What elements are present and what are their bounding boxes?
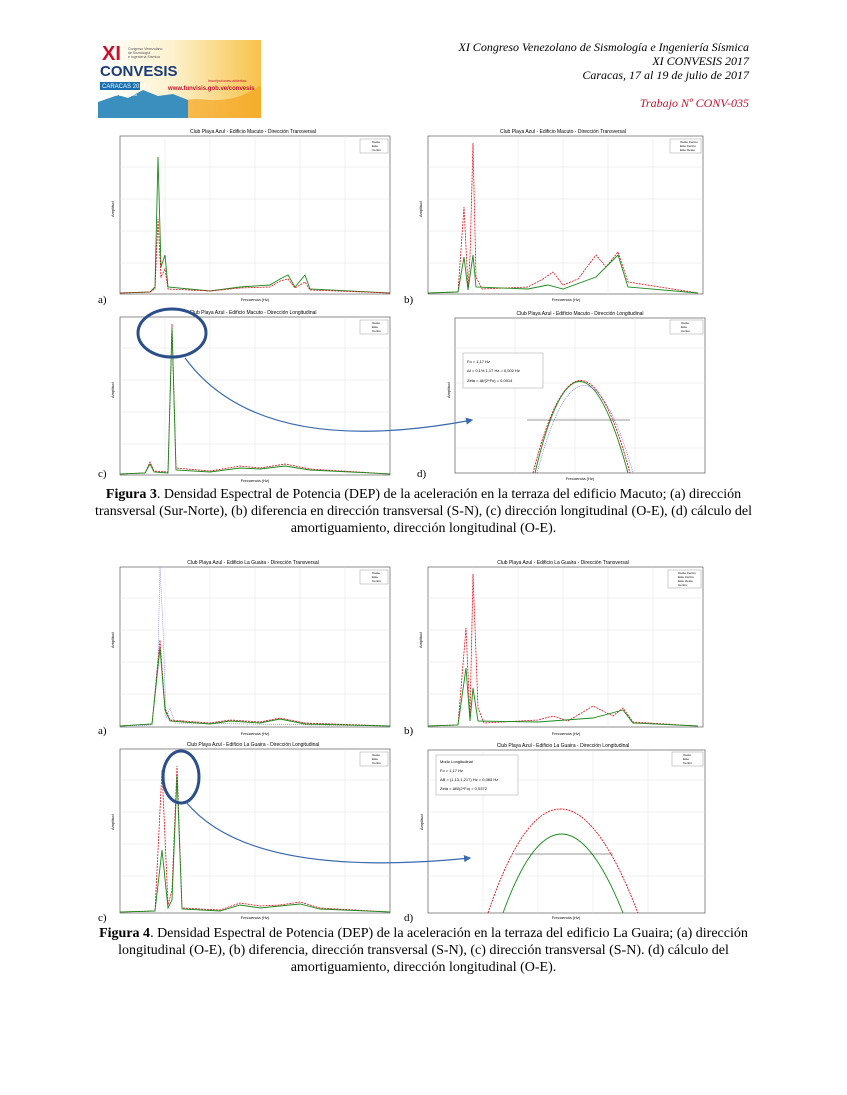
fig3d-ylabel: Amplitud [446, 382, 451, 398]
logo-sub1: Congreso Venezolano [128, 47, 163, 51]
fig3-caption-text: . Densidad Espectral de Potencia (DEP) de la aceleración en la terraza del edificio Macuto; (a) dirección transversal (Sur-Norte), (b) diferencia en dirección transversal (S-N), (c) dirección longitudinal (O-E), (d) cálculo del amortiguamiento, dirección longitudinal (O-E). [94, 487, 753, 536]
fig3d-box-1: Δf = 0,1% 1,17 Hz = 0,002 Hz [467, 368, 520, 373]
fig3b-legend-2: Este Oeste [680, 148, 695, 152]
fig4b-ylabel: Amplitud [418, 632, 423, 648]
fig4b-legend-1: Este Centro [678, 575, 694, 579]
fig4c-ylabel: Amplitud [110, 814, 115, 830]
fig4-label-b: b) [404, 725, 414, 737]
fig3a-legend-2: Centro [372, 148, 382, 152]
fig4a-legend-1: Este [372, 575, 379, 579]
fig4a-legend-0: Oeste [372, 571, 381, 575]
fig4b-legend-0: Oeste Centro [678, 571, 696, 575]
logo-web: www.funvisis.gob.ve/convesis [168, 86, 255, 92]
fig4d-xlabel: Frecuencia (Hz) [551, 915, 581, 920]
fig4a-title: Club Playa Azul - Edificio La Guaira - Dirección Transversal [187, 560, 319, 566]
fig3c-title: Club Playa Azul - Edificio Macuto - Dirección Longitudinal [189, 310, 317, 316]
fig4d-ylabel: Amplitud [419, 814, 424, 830]
fig3d-legend-2: Centro [681, 329, 691, 333]
fig3b-legend-1: Este Centro [680, 144, 696, 148]
fig3c-ylabel: Amplitud [110, 382, 115, 398]
fig3-label-b: b) [404, 294, 414, 306]
fig4a-ylabel: Amplitud [110, 632, 115, 648]
fig4a-xlabel: Frecuencia (Hz) [240, 731, 270, 736]
fig3c-legend-0: Oeste [372, 321, 381, 325]
fig4-caption-bold: Figura 4 [99, 926, 151, 941]
logo-sub2: de Sismología [128, 51, 151, 55]
fig3b-xlabel: Frecuencia (Hz) [551, 297, 581, 302]
fig3d-box-2: Zeta = Δf/(2*Fo) = 0,0014 [467, 378, 513, 383]
fig3b-ylabel: Amplitud [418, 201, 423, 217]
fig3b-legend-0: Oeste Centro [680, 140, 698, 144]
fig4b-xlabel: Frecuencia (Hz) [551, 731, 581, 736]
fig3-label-d: d) [417, 468, 427, 480]
fig3c-legend-2: Centro [372, 329, 382, 333]
fig3-caption-bold: Figura 3 [105, 487, 157, 502]
fig4a-legend-2: Centro [372, 579, 382, 583]
logo-inscr: inscripciones abiertas [208, 78, 247, 83]
fig4d-box-2: ΔB = (1,13-1,217) Hz = 0,083 Hz [440, 777, 499, 782]
fig4-label-c: c) [98, 912, 107, 924]
fig4c-legend-0: Oeste [372, 753, 381, 757]
paper-id: Trabajo Nº CONV-035 [639, 96, 749, 110]
fig4b-legend-2: Este Oeste [678, 579, 693, 583]
fig4c-title: Club Playa Azul - Edificio La Guaira - Dirección Longitudinal [186, 742, 320, 748]
fig3a-xlabel: Frecuencia (Hz) [240, 297, 270, 302]
fig3d-box-0: Fo = 1,17 Hz [467, 359, 491, 364]
fig4d-legend-0: Oeste [683, 753, 692, 757]
fig4b-title: Club Playa Azul - Edificio La Guaira - Dirección Transversal [497, 560, 629, 566]
fig4-label-a: a) [98, 725, 107, 737]
fig4-caption-text: . Densidad Espectral de Potencia (DEP) de la aceleración en la terraza del edificio La Guaira; (a) dirección longitudinal (O-E), (b) diferencia, dirección transversal (S-N), (c) dirección transversal (S-N). (d) cálculo del amortiguamiento, dirección longitudinal (O-E). [118, 926, 748, 975]
fig4-caption [85, 925, 762, 976]
fig4d-title: Club Playa Azul - Edificio La Guaira - Dirección Longitudinal [496, 743, 630, 749]
fig3d-legend-1: Este [681, 325, 688, 329]
fig4c-xlabel: Frecuencia (Hz) [240, 915, 270, 920]
fig4d-box-3: Zeta = ΔB/(2*Fo) = 0,0372 [440, 786, 487, 791]
logo-sub3: e Ingeniería Sísmica [128, 55, 160, 59]
header-line-1: XI Congreso Venezolano de Sismología e Ingeniería Sísmica [458, 40, 749, 54]
fig3d-xlabel: Frecuencia (Hz) [565, 476, 595, 481]
fig4d-legend-2: Centro [683, 761, 693, 765]
fig4b-legend-3: Centro [678, 583, 688, 587]
logo-xi: XI [102, 43, 121, 65]
fig3-label-c: c) [98, 468, 107, 480]
fig4c-legend-1: Este [372, 757, 379, 761]
logo-name: CONVESIS [100, 63, 178, 80]
fig4-label-d: d) [404, 912, 414, 924]
fig3d-title: Club Playa Azul - Edificio Macuto - Dirección Longitudinal [516, 311, 644, 317]
fig4d-box-1: Fo = 1,17 Hz [440, 768, 464, 773]
fig3-label-a: a) [98, 294, 107, 306]
fig3d-legend-0: Oeste [681, 321, 690, 325]
fig3a-legend-0: Oeste [372, 140, 381, 144]
fig3b-title: Club Playa Azul - Edificio Macuto - Dirección Transversal [500, 129, 626, 135]
logo-dates: Del 17 al 19 de julio [102, 92, 138, 97]
fig3a-ylabel: Amplitud [110, 201, 115, 217]
fig3c-legend-1: Este [372, 325, 379, 329]
logo-city: CARACAS 2017 [102, 84, 147, 90]
fig3c-xlabel: Frecuencia (Hz) [240, 478, 270, 483]
fig3a-title: Club Playa Azul - Edificio Macuto - Dirección Transversal [190, 129, 316, 135]
header-line-3: Caracas, 17 al 19 de julio de 2017 [582, 68, 749, 82]
fig4c-legend-2: Centro [372, 761, 382, 765]
header-line-2: XI CONVESIS 2017 [652, 54, 749, 68]
fig3a-legend-1: Este [372, 144, 379, 148]
fig4d-box-0: Modo Longitudinal [440, 759, 473, 764]
fig4d-legend-1: Este [683, 757, 690, 761]
